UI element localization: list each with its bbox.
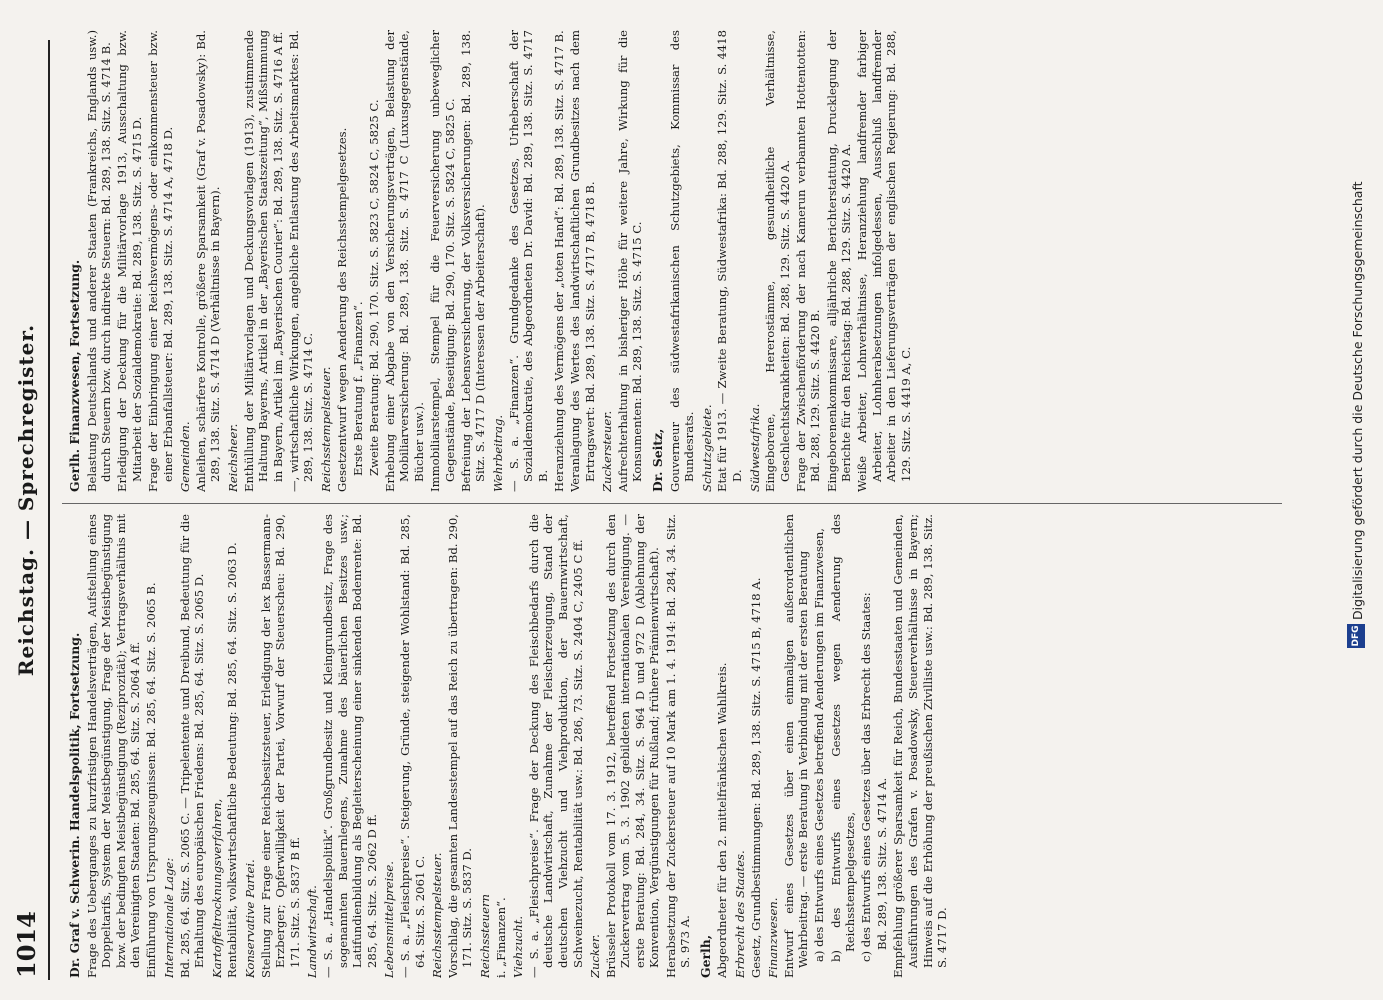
index-entry: Weiße Arbeiter, Lohnverhältnisse, Heranziehung landfremder farbiger Arbeiter, Lohnherabsetzungen infolgedessen, Ausschluß landfremder Arbeiter in den Lieferungsverträgen der englischen Regierung: Bd. 288, 129. Sitz. S. 4419 A, C. bbox=[855, 30, 913, 492]
subject-heading: Zucker. bbox=[588, 934, 603, 978]
subject-heading: Internationale Lage: bbox=[162, 857, 177, 978]
index-entry: a) des Entwurfs eines Gesetzes betreffend Aenderungen im Finanzwesen, bbox=[812, 528, 827, 962]
index-entry: Heranziehung des Vermögens der „toten Hand“: Bd. 289, 138. Sitz. S. 4717 B. bbox=[551, 30, 566, 492]
index-entry: Stellung zur Frage einer Reichsbesitzsteuer, Erledigung der lex Bassermann-Erzberger; Opferwilligkeit der Partei, Vorwurf der Steuerscheu: Bd. 290, 171. Sitz. S. 5837 B ff. bbox=[258, 514, 302, 978]
index-entry: — S. a. „Fleischpreise“. Frage der Deckung des Fleischbedarfs durch die deutsche Landwirtschaft, Zunahme der Fleischerzeugung, Stand der deutschen Viehzucht und Viehproduktion, der Bauernwirtschaft, Schweinezucht, Rentabilität usw.: Bd. 286, 73. Sitz. S. 2404 C, 2405 C ff. bbox=[526, 514, 585, 978]
index-entry: Entwurf eines Gesetzes über einen einmaligen außerordentlichen Wehrbeitrag. — erste Beratung in Verbindung mit der ersten Beratung bbox=[781, 514, 811, 978]
index-entry: Eingeborenenkommissare, alljährliche Berichterstattung, Drucklegung der Berichte für den Reichstag: Bd. 288, 129. Sitz. S. 4420 A. bbox=[824, 30, 854, 492]
column-divider bbox=[62, 503, 1282, 504]
running-head: Reichstag. — Sprechregister. bbox=[14, 323, 38, 677]
left-column bbox=[62, 514, 1297, 978]
index-entry: Gesetz, Grundbestimmungen: Bd. 289, 138. Sitz. S. 4715 B, 4718 A. bbox=[748, 577, 763, 978]
index-entry: b) des Entwurfs eines Gesetzes wegen Aenderung des Reichsstempelgesetzes, bbox=[828, 514, 858, 962]
index-entry: — S. a. „Finanzen“. Grundgedanke des Gesetzes, Urheberschaft der Sozialdemokratie, des Abgeordneten Dr. David: Bd. 289, 138. Sitz. S. 4717 B. bbox=[506, 30, 550, 492]
subject-heading: Finanzwesen. bbox=[766, 897, 781, 978]
index-entry: Befreiung der Lebensversicherung, der Volksversicherungen: Bd. 289, 138. Sitz. S. 4717 D (Interessen der Arbeiterschaft). bbox=[458, 30, 488, 492]
subject-heading: Reichsstempelsteuer. bbox=[430, 852, 445, 978]
index-entry: Frage des Ueberganges zu kurzfristigen Handelsverträgen, Aufstellung eines Doppeltarifs, System der Meistbegünstigung, Frage der Meistbegünstigung bzw. der bedingten Meistbegünstigung (Reziprozität); Vertragsverhältnis mit den Vereinigten Staaten: Bd. 285, 64. Sitz. S. 2064 A ff. bbox=[84, 514, 143, 978]
subject-heading: Erbrecht des Staates. bbox=[732, 850, 747, 978]
subject-heading: Gemeinden. bbox=[178, 421, 193, 492]
speaker-heading: Dr. Graf v. Schwerin. Handelspolitik, Fortsetzung. bbox=[67, 632, 82, 978]
subject-heading: Reichssteuern bbox=[477, 893, 492, 978]
subject-heading: Konservative Partei. bbox=[243, 859, 258, 978]
index-entry: c) des Entwurfs eines Gesetzes über das Erbrecht des Staates: bbox=[859, 592, 874, 962]
index-entry: Rentabilität, volkswirtschaftliche Bedeutung: Bd. 285, 64. Sitz. S. 2063 D. bbox=[225, 542, 240, 978]
index-entry: Vorschlag, die gesamten Landesstempel auf das Reich zu übertragen: Bd. 290, 171. Sitz. S. 5837 D. bbox=[445, 514, 475, 978]
index-entry: Brüsseler Protokoll vom 17. 3. 1912, betreffend Fortsetzung des durch den Zuckervertrag vom 5. 3. 1902 gebildeten internationalen Vereinigung. — erste Beratung: Bd. 284, 34. Sitz. S. 964 D und 972 D (Ablehnung der Konvention, Vergünstigungen für Rußland; frühere Prämienwirtschaft). bbox=[603, 514, 662, 978]
index-entry: Etat für 1913. — Zweite Beratung, Südwestafrika: Bd. 288, 129. Sitz. S. 4418 D. bbox=[715, 30, 744, 492]
index-entry: Bd. 285, 64. Sitz. S. 2065 C. — Tripelentente und Dreibund, Bedeutung für die Erhaltung des europäischen Friedens: Bd. 285, 64. Sitz. S. 2065 D. bbox=[177, 514, 207, 978]
index-entry: Belastung Deutschlands und anderer Staaten (Frankreichs, Englands usw.) durch Steuern bzw. durch indirekte Steuern: Bd. 289, 138. Sitz. S. 4714 B. bbox=[84, 30, 114, 492]
index-entry: Empfehlung größerer Sparsamkeit für Reich, Bundesstaaten und Gemeinden, Ausführungen des Grafen v. Posadowsky, Steuerverhältnisse in Bayern; Hinweis auf die Erhöhung der preußischen Zivilliste usw.: Bd. 289, 138. Sitz. S. 4717 D. bbox=[891, 514, 950, 978]
index-entry: Frage der Einbringung einer Reichsvermögens- oder einkommensteuer bzw. einer Erbanfallsteuer: Bd. 289, 138. Sitz. S. 4714 A, 4718 D. bbox=[145, 30, 175, 492]
subject-heading: Viehzucht. bbox=[511, 915, 526, 978]
index-entry: Zweite Beratung: Bd. 290, 170. Sitz. S. 5823 C, 5824 C, 5825 C. bbox=[366, 99, 381, 476]
speaker-heading: Dr. Seitz, bbox=[649, 428, 665, 492]
index-entry: Erhebung einer Abgabe von den Versicherungsverträgen, Belastung der Mobiliarversicherung: Bd. 289, 138. Sitz. S. 4717 C (Luxusgegenstände, Bücher usw.). bbox=[382, 30, 427, 492]
subject-heading: Reichsstempelsteuer. bbox=[319, 366, 333, 492]
index-entry: Veranlagung des Wertes des landwirtschaftlichen Grundbesitzes nach dem Ertragswert: Bd. 289, 138. Sitz. S. 4717 B, 4718 B. bbox=[568, 30, 597, 492]
index-entry: Gouverneur des südwestafrikanischen Schutzgebiets, Kommissar des Bundesrats. bbox=[667, 30, 697, 492]
subject-heading: Kartoffeltrocknungsverfahren, bbox=[209, 798, 224, 978]
index-entry: Eingeborene, Hererostämme, gesundheitliche Verhältnisse, Geschlechtskrankheiten: Bd. 288, 129. Sitz. S. 4420 A. bbox=[763, 30, 792, 492]
index-entry: Anleihen, schärfere Kontrolle, größere Sparsamkeit (Graf v. Posadowsky): Bd. 289, 138. Sitz. S. 4714 D (Verhältnisse in Bayern). bbox=[193, 30, 223, 492]
subject-heading: Schutzgebiete. bbox=[699, 404, 714, 492]
speaker-heading: Gerlh. Finanzwesen, Fortsetzung. bbox=[67, 259, 82, 492]
page-number: 1014 bbox=[12, 911, 41, 978]
index-entry: — S. a. „Handelspolitik“. Großgrundbesitz und Kleingrundbesitz, Frage des sogenannten Bauernlegens, Zunahme des bäuerlichen Besitzes usw.; Latifundienbildung als Begleiterscheinung einer sinkenden Bodenrente: Bd. 285, 64. Sitz. S. 2062 D ff. bbox=[321, 514, 379, 978]
index-entry: i. „Finanzen“. bbox=[493, 897, 508, 978]
index-entry: —, wirtschaftliche Wirkungen, angebliche Entlastung des Arbeitsmarktes: Bd. 289, 138. Sitz. S. 4714 C. bbox=[286, 30, 316, 492]
subject-heading: Reichsheer. bbox=[225, 423, 240, 492]
index-entry: Enthüllung der Militärvorlagen und Deckungsvorlagen (1913), zustimmende Haltung Bayerns, Artikel in der „Bayerischen Staatszeitung“, Mißstimmung in Bayern, Artikel im „Bayerischen Courier“: Bd. 289, 138. Sitz. S. 4716 A ff. bbox=[241, 30, 285, 492]
index-entry: Abgeordneter für den 2. mittelfränkischen Wahlkreis. bbox=[715, 662, 730, 978]
dfg-logo: DFG bbox=[1347, 624, 1365, 648]
index-entry: Aufrechterhaltung in bisheriger Höhe für weitere Jahre, Wirkung für die Konsumenten: Bd. 289, 138. Sitz. S. 4715 C. bbox=[615, 30, 645, 492]
speaker-heading: Gerlh, bbox=[697, 934, 713, 978]
footer-text: Digitalisierung gefördert durch die Deutsche Forschungsgemeinschaft bbox=[1350, 181, 1365, 620]
subject-heading: Lebensmittelpreise. bbox=[382, 861, 397, 978]
right-column bbox=[62, 30, 1297, 492]
index-entry: — S. a. „Fleischpreise“. Steigerung, Gründe, steigender Wohlstand: Bd. 285, 64. Sitz. S. 2061 C. bbox=[397, 514, 427, 978]
header-rule bbox=[48, 40, 50, 980]
subject-heading: Südwestafrika. bbox=[747, 403, 762, 492]
index-entry: Gesetzentwurf wegen Aenderung des Reichsstempelgesetzes. bbox=[334, 127, 349, 492]
index-entry: Immobiliarstempel, Stempel für die Feuerversicherung unbeweglicher Gegenstände, Beseitigung: Bd. 290, 170. Sitz. S. 5824 C, 5825 C. bbox=[428, 30, 457, 492]
index-entry: Einführung von Ursprungszeugnissen: Bd. 285, 64. Sitz. S. 2065 B. bbox=[144, 582, 159, 978]
subject-heading: Wehrbeitrag. bbox=[491, 414, 506, 492]
subject-heading: Landwirtschaft. bbox=[305, 885, 320, 978]
index-entry: Bd. 289, 138. Sitz. S. 4714 A. bbox=[875, 777, 890, 950]
index-entry: Erste Beratung f. „Finanzen“. bbox=[350, 301, 365, 476]
subject-heading: Zuckersteuer. bbox=[600, 410, 615, 492]
index-entry: Frage der Zwischenförderung der nach Kamerun verbannten Hottentotten: Bd. 288, 129. Sitz. S. 4420 B. bbox=[793, 30, 823, 492]
index-entry: Herabsetzung der Zuckersteuer auf 10 Mark am 1. 4. 1914: Bd. 284, 34. Sitz. S. 973 A. bbox=[663, 514, 693, 978]
footer bbox=[1300, 0, 1383, 1000]
index-entry: Erledigung der Deckung für die Militärvorlage 1913, Ausschaltung bzw. Mitarbeit der Sozialdemokratie: Bd. 289, 138. Sitz. S. 4715 D. bbox=[115, 30, 144, 492]
